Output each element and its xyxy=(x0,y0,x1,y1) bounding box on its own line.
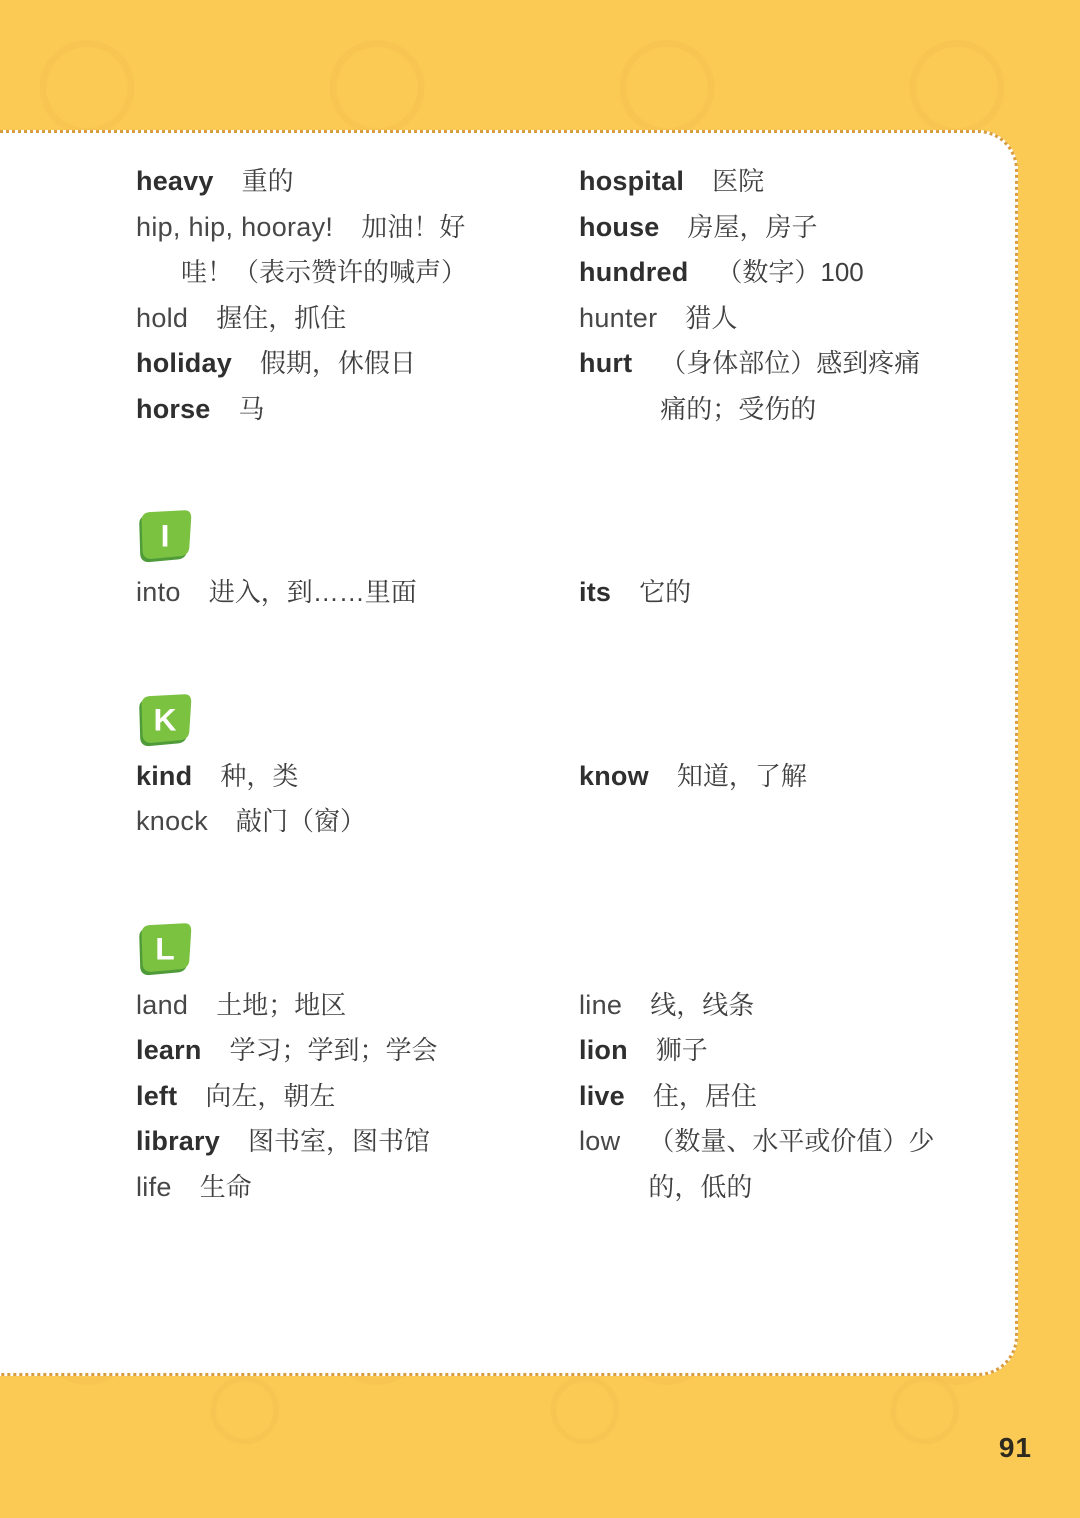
entry-chinese-meaning: 房屋，房子 xyxy=(687,211,818,242)
vocab-entry xyxy=(579,1119,955,1210)
vocab-entry xyxy=(136,159,579,205)
entry-english-word: into xyxy=(136,577,181,607)
vocab-entry xyxy=(136,205,579,296)
entry-english-word: hip, hip, hooray! xyxy=(136,211,334,242)
section-columns xyxy=(136,754,955,845)
entry-chinese-meaning: 马 xyxy=(238,393,265,424)
entry-chinese-meaning: 线，线条 xyxy=(650,989,755,1020)
entry-chinese-meaning: 假期，休假日 xyxy=(259,348,416,378)
entry-chinese-meaning: 猎人 xyxy=(685,302,738,333)
entry-chinese-meaning: 进入，到……里面 xyxy=(208,577,417,607)
entry-chinese-meaning: （数字）100 xyxy=(716,257,864,287)
section-letter: I xyxy=(160,517,170,554)
column-right xyxy=(579,159,955,432)
section-letter-badge-l-icon xyxy=(136,920,194,977)
entry-english-word: hospital xyxy=(579,166,685,196)
entry-english-word: holiday xyxy=(136,348,232,378)
section-letter-badge-i-icon xyxy=(136,507,194,564)
vocab-entry xyxy=(579,983,955,1029)
section-columns xyxy=(136,159,955,432)
entry-chinese-meaning: 加油！好 xyxy=(361,211,466,242)
entry-chinese-meaning: 图书室，图书馆 xyxy=(247,1126,430,1156)
column-right xyxy=(579,570,955,616)
section-letter: K xyxy=(153,701,177,738)
vocab-entry xyxy=(579,754,955,800)
vocab-entry xyxy=(136,341,579,387)
entry-chinese-meaning: 握住，抓住 xyxy=(216,302,347,333)
entry-english-word: its xyxy=(579,577,612,607)
vocab-entry xyxy=(579,205,955,251)
entry-english-word: lion xyxy=(579,1035,628,1065)
vocab-entry xyxy=(136,983,579,1029)
entry-english-word: horse xyxy=(136,393,211,424)
glossary-section xyxy=(136,507,955,616)
column-right xyxy=(579,754,955,845)
column-left xyxy=(136,570,579,616)
entry-english-word: low xyxy=(579,1126,621,1156)
vocab-entry xyxy=(579,159,955,205)
vocab-entry xyxy=(579,570,955,616)
entry-english-word: library xyxy=(136,1126,220,1156)
page-number: 91 xyxy=(998,1432,1032,1463)
vocab-entry xyxy=(136,1165,579,1211)
section-letter: L xyxy=(155,930,175,967)
entry-meaning-continuation: 哇！（表示赞许的喊声） xyxy=(181,257,468,287)
section-columns xyxy=(136,983,955,1211)
entry-chinese-meaning: 向左，朝左 xyxy=(205,1080,336,1111)
column-left xyxy=(136,754,579,845)
vocab-entry xyxy=(579,341,955,432)
vocab-entry xyxy=(579,1074,955,1120)
entry-chinese-meaning: 它的 xyxy=(639,577,692,607)
entry-english-word: hurt xyxy=(579,348,633,378)
entry-english-word: house xyxy=(579,211,660,242)
vocab-entry xyxy=(136,296,579,342)
column-left xyxy=(136,983,579,1211)
glossary-section xyxy=(136,691,955,845)
vocab-entry xyxy=(136,387,579,433)
entry-chinese-meaning: 知道，了解 xyxy=(676,760,807,791)
vocab-entry xyxy=(136,570,579,616)
entry-chinese-meaning: （身体部位）感到疼痛 痛的；受伤的 xyxy=(660,348,921,424)
entry-chinese-meaning: 狮子 xyxy=(655,1035,708,1065)
entry-english-word: life xyxy=(136,1171,172,1202)
section-columns xyxy=(136,570,955,616)
glossary-content xyxy=(136,159,955,1210)
entry-english-word: know xyxy=(579,760,649,791)
vocab-entry xyxy=(136,754,579,800)
entry-chinese-meaning: 生命 xyxy=(199,1171,252,1202)
vocab-entry xyxy=(579,250,955,296)
vocab-entry xyxy=(579,296,955,342)
entry-english-word: live xyxy=(579,1080,625,1111)
entry-english-word: knock xyxy=(136,806,209,836)
entry-chinese-meaning: 医院 xyxy=(712,166,765,196)
section-letter-badge-k-icon xyxy=(136,691,194,748)
entry-chinese-meaning: 住，居住 xyxy=(652,1080,757,1111)
glossary-section xyxy=(136,920,955,1211)
column-left xyxy=(136,159,579,432)
entry-english-word: line xyxy=(579,989,623,1020)
entry-english-word: land xyxy=(136,989,189,1020)
entry-english-word: hold xyxy=(136,302,189,333)
vocab-entry xyxy=(136,799,579,845)
vocab-entry xyxy=(136,1028,579,1074)
entry-chinese-meaning: 重的 xyxy=(241,166,294,196)
glossary-section xyxy=(136,159,955,432)
glossary-panel xyxy=(0,130,1018,1376)
column-right xyxy=(579,983,955,1211)
entry-english-word: heavy xyxy=(136,166,214,196)
entry-english-word: kind xyxy=(136,760,193,791)
vocab-entry xyxy=(136,1074,579,1120)
vocab-entry xyxy=(579,1028,955,1074)
entry-english-word: left xyxy=(136,1080,178,1111)
entry-chinese-meaning: 敲门（窗） xyxy=(236,806,367,836)
entry-chinese-meaning: （数量、水平或价值）少 的，低的 xyxy=(648,1126,935,1202)
entry-chinese-meaning: 种，类 xyxy=(220,760,299,791)
entry-chinese-meaning: 土地；地区 xyxy=(216,989,347,1020)
entry-english-word: learn xyxy=(136,1035,202,1065)
entry-chinese-meaning: 学习；学到；学会 xyxy=(229,1035,438,1065)
entry-english-word: hunter xyxy=(579,302,658,333)
vocab-entry xyxy=(136,1119,579,1165)
entry-english-word: hundred xyxy=(579,257,689,287)
